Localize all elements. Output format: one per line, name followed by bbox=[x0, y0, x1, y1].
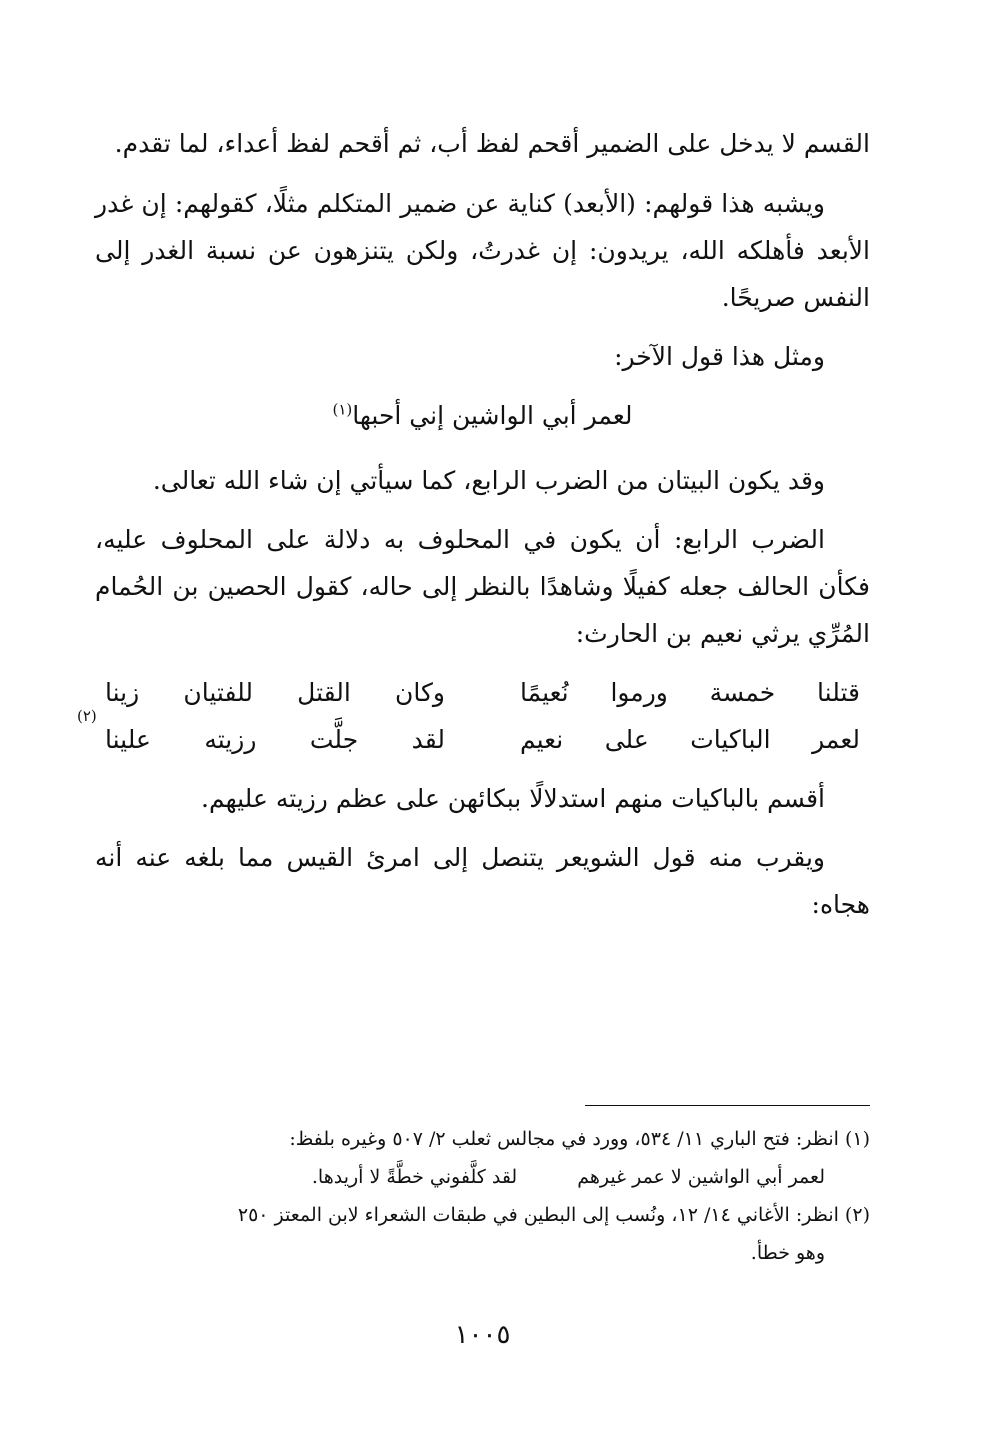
paragraph-5: الضرب الرابع: أن يكون في المحلوف به دلالة على المحلوف عليه، فكأن الحالف جعله كفيلًا وشاهدًا بالنظر إلى حاله، كقول الحصين بن الحُمام المُرِّي يرثي نعيم بن الحارث: bbox=[95, 525, 870, 648]
footnote-1: (١) انظر: فتح الباري ١١/ ٥٣٤، وورد في مجالس ثعلب ٢/ ٥٠٧ وغيره بلفظ: bbox=[289, 1128, 870, 1150]
verse-line-2 bbox=[77, 707, 870, 763]
footnote-ref-1: (١) bbox=[332, 400, 353, 419]
footnote-separator bbox=[585, 1105, 870, 1106]
footnote-1-verse-second: لقد كلَّفوني خطَّةً لا أريدها. bbox=[311, 1166, 518, 1188]
paragraph-7: ويقرب منه قول الشويعر يتنصل إلى امرئ القيس مما بلغه عنه أنه هجاه: bbox=[95, 843, 870, 919]
verse-1-second-hemistich: وكان القتل للفتيان زينا bbox=[105, 678, 445, 707]
footnote-1-verse bbox=[95, 1158, 870, 1196]
verse-2-first-hemistich: لعمر الباكيات على نعيم bbox=[520, 725, 860, 754]
footnotes bbox=[95, 1120, 870, 1272]
paragraph-6: أقسم بالباكيات منهم استدلالًا ببكائهن على عظم رزيته عليهم. bbox=[201, 784, 825, 813]
verse-2-second-hemistich: لقد جلَّت رزيته علينا bbox=[105, 725, 445, 754]
footnote-2-continuation: وهو خطأ. bbox=[750, 1242, 825, 1264]
verse-2-second-hemistich-wrap: لقد جلَّت رزيته علينا (٢) bbox=[77, 707, 445, 754]
quoted-hemistich bbox=[95, 392, 870, 439]
footnote-2: (٢) انظر: الأغاني ١٤/ ١٢، ونُسب إلى البطين في طبقات الشعراء لابن المعتز ٢٥٠ bbox=[237, 1204, 870, 1226]
verse-1-first-hemistich: قتلنا خمسة ورموا نُعيمًا bbox=[520, 678, 860, 707]
poem-block bbox=[77, 669, 870, 763]
paragraph-4: وقد يكون البيتان من الضرب الرابع، كما سيأتي إن شاء الله تعالى. bbox=[152, 466, 825, 495]
paragraph-1: القسم لا يدخل على الضمير أقحم لفظ أب، ثم أقحم لفظ أعداء، لما تقدم. bbox=[114, 129, 870, 158]
page-body bbox=[77, 120, 870, 1420]
footnote-1-verse-first: لعمر أبي الواشين لا عمر غيرهم bbox=[577, 1166, 825, 1188]
paragraph-3: ومثل هذا قول الآخر: bbox=[614, 342, 825, 371]
verse-line-1 bbox=[95, 669, 870, 716]
page-number: ١٠٠٥ bbox=[454, 1320, 511, 1350]
hemistich-text: لعمر أبي الواشين إني أحبها bbox=[352, 401, 633, 430]
paragraph-2: ويشبه هذا قولهم: (الأبعد) كناية عن ضمير المتكلم مثلًا، كقولهم: إن غدر الأبعد فأهلكه الله، يريدون: إن غدرتُ، ولكن يتنزهون عن نسبة الغدر إلى النفس صريحًا. bbox=[95, 189, 870, 312]
